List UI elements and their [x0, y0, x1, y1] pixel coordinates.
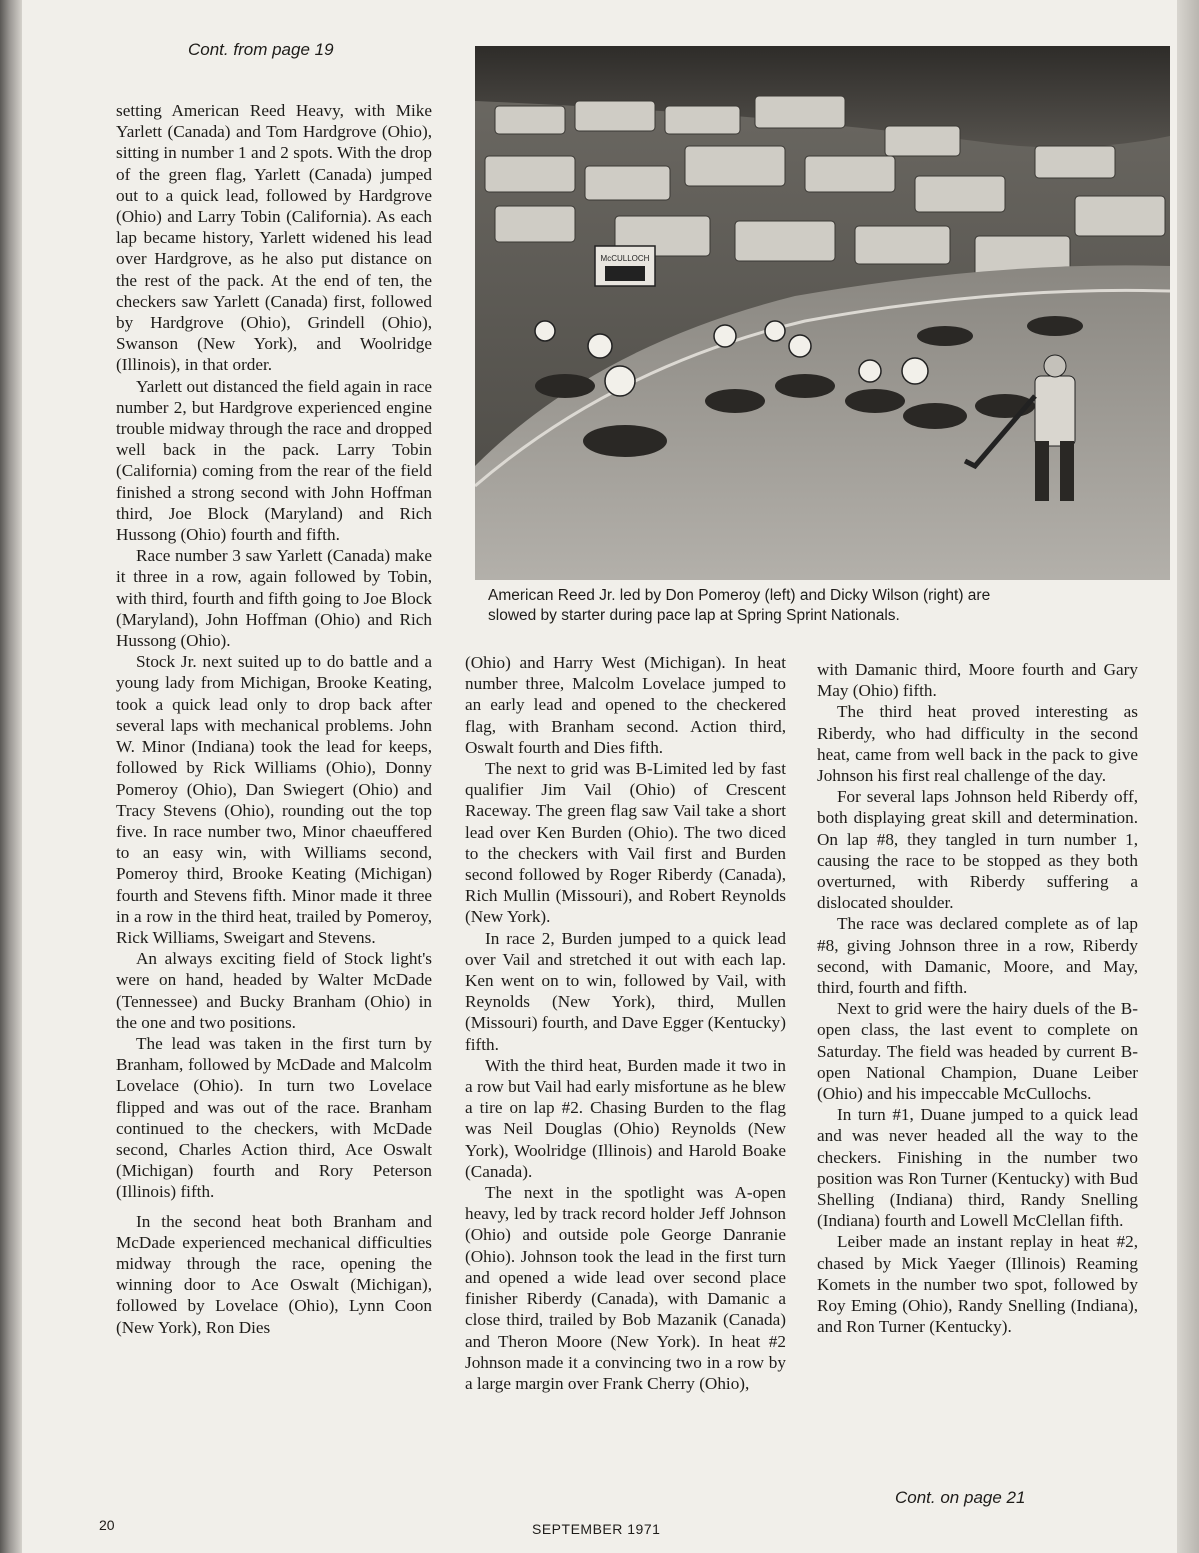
paragraph: In race 2, Burden jumped to a quick lead over Vail and stretched it out with each lap. Ken went on to win, followed by Vail, with Reynolds (New York), third, Mullen (Missouri) fourth, and Dave Egger (Kentucky) fifth.	[465, 928, 786, 1054]
caption-line-2: slowed by starter during pace lap at Spring Sprint Nationals.	[488, 607, 900, 624]
photo-caption	[488, 586, 1178, 626]
paragraph: Next to grid were the hairy duels of the B-open class, the last event to complete on Saturday. The field was headed by current B-open National Champion, Duane Leiber (Ohio) and his impeccable McCullochs.	[817, 999, 1138, 1104]
continued-from-note: Cont. from page 19	[188, 40, 334, 59]
paragraph: With the third heat, Burden made it two in a row but Vail had early misfortune as he blew a tire on lap #2. Chasing Burden to the flag was Neil Douglas (Ohio) Reynolds (New York), Woolridge (Illinois) and Harold Boake (Canada).	[465, 1055, 786, 1181]
article-column-1	[116, 100, 432, 1338]
paragraph: (Ohio) and Harry West (Michigan). In heat number three, Malcolm Lovelace jumped to an early lead and opened to the checkered flag, with Branham second. Action third, Oswalt fourth and Dies fifth.	[465, 653, 786, 757]
page-binding-shadow	[0, 0, 22, 1553]
paragraph: In the second heat both Branham and McDade experienced mechanical difficulties midway through the race, opening the winning door to Ace Oswalt (Michigan), followed by Lovelace (Ohio), Lynn Coon (New York), Ron Dies	[116, 1211, 432, 1337]
page-number: 20	[99, 1517, 115, 1533]
article-column-2	[465, 652, 786, 1394]
paragraph: In turn #1, Duane jumped to a quick lead and was never headed all the way to the checkers. Finishing in the number two position was Ron Turner (Kentucky) with Bud Shelling (Indiana) third, Randy Snelling (Indiana) fourth and Lowell McClellan fifth.	[817, 1105, 1138, 1231]
paragraph: For several laps Johnson held Riberdy off, both displaying great skill and determination. On lap #8, they tangled in turn number 1, causing the race to be stopped as they both overturned, with Riberdy suffering a dislocated shoulder.	[817, 787, 1138, 913]
paragraph: The lead was taken in the first turn by Branham, followed by McDade and Malcolm Lovelace (Ohio). In turn two Lovelace flipped and was out of the race. Branham continued to the checkers, with McDade second, Charles Action third, Ace Oswalt (Michigan) fourth and Rory Peterson (Illinois) fifth.	[116, 1033, 432, 1202]
paragraph: Leiber made an instant replay in heat #2, chased by Mick Yaeger (Illinois) Reaming Komets in the number two spot, followed by Roy Eming (Ohio), Randy Snelling (Indiana), and Ron Turner (Kentucky).	[817, 1232, 1138, 1337]
issue-date: SEPTEMBER 1971	[532, 1521, 661, 1537]
paragraph: Race number 3 saw Yarlett (Canada) make it three in a row, again followed by Tobin, with third, fourth and fifth going to Joe Block (Maryland), John Hoffman (Ohio) and Rich Hussong (Ohio).	[116, 546, 432, 651]
paragraph: Yarlett out distanced the field again in race number 2, but Hardgrove experienced engine trouble midway through the race and dropped well back in the pack. Larry Tobin (California) coming from the rear of the field finished a strong second with John Hoffman third, Joe Block (Maryland) and Rich Hussong (Ohio) fourth and fifth.	[116, 376, 432, 545]
mcculloch-sign: McCULLOCH	[600, 254, 650, 263]
paragraph: An always exciting field of Stock light's were on hand, headed by Walter McDade (Tennessee) and Bucky Branham (Ohio) in the one and two positions.	[116, 949, 432, 1032]
article-column-3	[817, 659, 1138, 1338]
continued-on-note: Cont. on page 21	[895, 1488, 1026, 1507]
race-photo	[475, 46, 1170, 580]
paragraph: with Damanic third, Moore fourth and Gary May (Ohio) fifth.	[817, 660, 1138, 701]
paragraph: The next in the spotlight was A-open heavy, led by track record holder Jeff Johnson (Ohio) and outside pole George Danranie (Ohio). Johnson took the lead in the first turn and opened a wide lead over second place finisher Riberdy (Canada), with Damanic a close third, trailed by Bob Mazanik (Canada) and Theron Moore (New York). In heat #2 Johnson made it a convincing two in a row by a large margin over Frank Cherry (Ohio),	[465, 1183, 786, 1393]
caption-line-1: American Reed Jr. led by Don Pomeroy (left) and Dicky Wilson (right) are	[488, 587, 991, 604]
paragraph: The next to grid was B-Limited led by fast qualifier Jim Vail (Ohio) of Crescent Raceway. The green flag saw Vail take a short lead over Ken Burden (Ohio). The two diced to the checkers with Vail first and Burden second followed by Roger Riberdy (Canada), Rich Mullin (Missouri), and Robert Reynolds (New York).	[465, 759, 786, 927]
paragraph: Stock Jr. next suited up to do battle and a young lady from Michigan, Brooke Keating, took a quick lead only to drop back after several laps with mechanical problems. John W. Minor (Indiana) took the lead for keeps, followed by Rick Williams (Ohio), Donny Pomeroy (Ohio), Dan Swiegert (Ohio) and Tracy Stevens (Ohio), rounding out the top five. In race number two, Minor chaeuffered to an easy win, with Williams second, Pomeroy third, Brooke Keating (Michigan) fourth and Stevens fifth. Minor made it three in a row in the third heat, trailed by Pomeroy, Rick Williams, Sweigart and Stevens.	[116, 652, 432, 947]
paragraph: The third heat proved interesting as Riberdy, who had difficulty in the second heat, came from well back in the pack to give Johnson his first real challenge of the day.	[817, 702, 1138, 786]
paragraph: The race was declared complete as of lap #8, giving Johnson three in a row, Riberdy second, with Damanic, Moore, and May, third, fourth and fifth.	[817, 914, 1138, 998]
paragraph: setting American Reed Heavy, with Mike Yarlett (Canada) and Tom Hardgrove (Ohio), sitting in number 1 and 2 spots. With the drop of the green flag, Yarlett (Canada) jumped out to a quick lead, followed by Hardgrove (Ohio) and Larry Tobin (California). As each lap became history, Yarlett widened his lead over Hardgrove, as he also put distance on the rest of the pack. At the end of ten, the checkers saw Yarlett (Canada) first, followed by Hardgrove (Ohio), Grindell (Ohio), Swanson (New York), and Woolridge (Illinois), in that order.	[116, 101, 432, 375]
page-edge	[1177, 0, 1199, 1553]
